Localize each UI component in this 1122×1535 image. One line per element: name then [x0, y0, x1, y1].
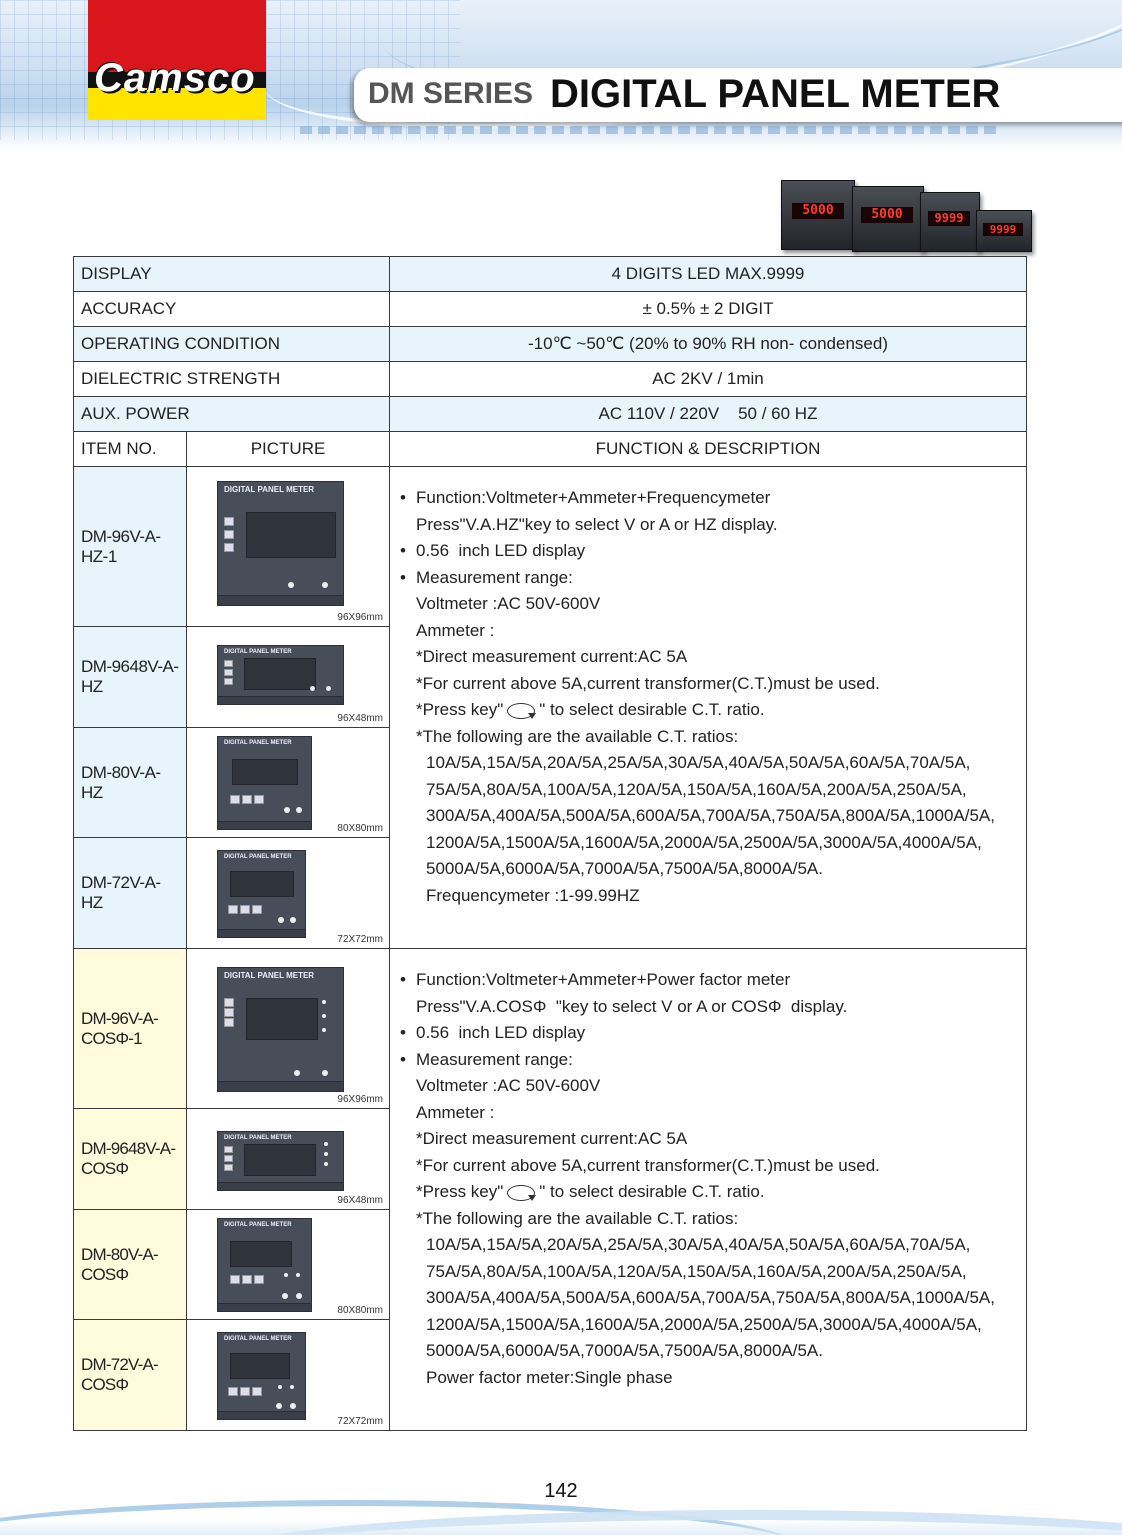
meter-picture — [217, 1131, 344, 1191]
item-number: DM-80V-A-HZ — [74, 728, 187, 838]
picture-cell — [187, 728, 390, 838]
meter-picture — [217, 736, 312, 830]
desc-press: Press"V.A.HZ"key to select V or A or HZ display. — [416, 514, 778, 534]
panel-title: DIGITAL PANEL METER — [224, 1222, 292, 1228]
picture-cell — [187, 1210, 390, 1320]
desc-direct: *Direct measurement current:AC 5A — [416, 1129, 688, 1148]
rotate-key-icon — [507, 703, 535, 719]
desc-led: • 0.56 inch LED display — [400, 538, 1018, 565]
picture-cell — [187, 949, 390, 1109]
dimension-label: 72X72mm — [337, 934, 383, 945]
panel-title: DIGITAL PANEL METER — [224, 485, 315, 494]
dimension-label: 96X48mm — [337, 1195, 383, 1206]
desc-function: • Function:Voltmeter+Ammeter+Frequencymeter — [400, 485, 1018, 512]
dimension-label: 80X80mm — [337, 823, 383, 834]
spec-row-dielectric — [74, 362, 1027, 397]
desc-voltmeter: Voltmeter :AC 50V-600V — [416, 1076, 601, 1095]
spec-table — [73, 256, 1027, 1431]
desc-ratio-line: 10A/5A,15A/5A,20A/5A,25A/5A,30A/5A,40A/5A,50A/5A,60A/5A,70A/5A, — [426, 1235, 971, 1254]
desc-direct: *Direct measurement current:AC 5A — [416, 647, 688, 666]
desc-last: Power factor meter:Single phase — [426, 1367, 673, 1387]
desc-ratio-line: 300A/5A,400A/5A,500A/5A,600A/5A,700A/5A,750A/5A,800A/5A,1000A/5A, — [426, 1288, 995, 1307]
product-row — [74, 949, 1027, 1109]
desc-ratio-line: 1200A/5A,1500A/5A,1600A/5A,2000A/5A,2500A/5A,3000A/5A,4000A/5A, — [426, 1314, 982, 1334]
panel-title: DIGITAL PANEL METER — [224, 740, 292, 746]
desc-led: • 0.56 inch LED display — [400, 1020, 1018, 1047]
picture-cell — [187, 627, 390, 728]
spec-value: -10℃ ~50℃ (20% to 90% RH non- condensed) — [390, 327, 1027, 362]
item-number: DM-72V-A-COSΦ — [74, 1320, 187, 1431]
panel-title: DIGITAL PANEL METER — [224, 854, 292, 860]
description-cell — [390, 467, 1027, 949]
desc-ratio-line: 10A/5A,15A/5A,20A/5A,25A/5A,30A/5A,40A/5A,50A/5A,60A/5A,70A/5A, — [426, 753, 971, 772]
item-number: DM-9648V-A-COSΦ — [74, 1109, 187, 1210]
desc-ratio-line: 5000A/5A,6000A/5A,7000A/5A,7500A/5A,8000A/5A. — [426, 859, 823, 878]
led-readout: 9999 — [928, 211, 970, 226]
camsco-logo — [88, 0, 266, 120]
meter-picture — [217, 967, 344, 1092]
column-header-item: ITEM NO. — [74, 432, 187, 467]
dimension-label: 80X80mm — [337, 1305, 383, 1316]
desc-following: *The following are the available C.T. ratios: — [416, 726, 739, 746]
column-header-picture: PICTURE — [187, 432, 390, 467]
desc-function: • Function:Voltmeter+Ammeter+Power factor meter — [400, 967, 1018, 994]
desc-presskey: *Press key" " to select desirable C.T. ratio. — [416, 1182, 765, 1201]
spec-label: DISPLAY — [74, 257, 390, 292]
panel-title: DIGITAL PANEL METER — [224, 1135, 292, 1141]
led-readout: 5000 — [861, 207, 913, 223]
product-row — [74, 467, 1027, 627]
spec-row-display — [74, 257, 1027, 292]
header-dash-strip — [300, 126, 1000, 134]
dimension-label: 96X48mm — [337, 713, 383, 724]
meter-picture — [217, 481, 344, 606]
spec-label: AUX. POWER — [74, 397, 390, 432]
desc-ct: *For current above 5A,current transformer(C.T.)must be used. — [416, 673, 880, 693]
page-number: 142 — [544, 1480, 578, 1502]
item-number: DM-96V-A-COSΦ-1 — [74, 949, 187, 1109]
desc-following: *The following are the available C.T. ratios: — [416, 1208, 739, 1228]
meter-photo — [920, 192, 980, 252]
spec-value: ± 0.5% ± 2 DIGIT — [390, 292, 1027, 327]
desc-ct: *For current above 5A,current transformer(C.T.)must be used. — [416, 1155, 880, 1175]
spec-label: OPERATING CONDITION — [74, 327, 390, 362]
desc-last: Frequencymeter :1-99.99HZ — [426, 885, 640, 905]
item-number: DM-80V-A-COSΦ — [74, 1210, 187, 1320]
desc-range: • Measurement range: — [400, 1047, 1018, 1074]
led-readout: 5000 — [792, 203, 844, 219]
page-title: DIGITAL PANEL METER — [550, 72, 1001, 116]
panel-title: DIGITAL PANEL METER — [224, 649, 292, 655]
desc-range: • Measurement range: — [400, 565, 1018, 592]
column-header-row — [74, 432, 1027, 467]
desc-ratio-line: 75A/5A,80A/5A,100A/5A,120A/5A,150A/5A,160A/5A,200A/5A,250A/5A, — [426, 1261, 967, 1281]
dimension-label: 72X72mm — [337, 1416, 383, 1427]
meter-picture — [217, 1218, 312, 1312]
dimension-label: 96X96mm — [337, 1094, 383, 1105]
desc-presskey: *Press key" " to select desirable C.T. ratio. — [416, 700, 765, 719]
desc-ratio-line: 300A/5A,400A/5A,500A/5A,600A/5A,700A/5A,750A/5A,800A/5A,1000A/5A, — [426, 806, 995, 825]
panel-title: DIGITAL PANEL METER — [224, 1336, 292, 1342]
meter-photo — [976, 210, 1032, 252]
meter-photo — [852, 186, 924, 252]
led-readout: 9999 — [983, 223, 1023, 236]
item-number: DM-96V-A-HZ-1 — [74, 467, 187, 627]
desc-ratio-line: 1200A/5A,1500A/5A,1600A/5A,2000A/5A,2500A/5A,3000A/5A,4000A/5A, — [426, 832, 982, 852]
column-header-description: FUNCTION & DESCRIPTION — [390, 432, 1027, 467]
desc-press: Press"V.A.COSΦ "key to select V or A or COSΦ display. — [416, 996, 848, 1016]
spec-label: DIELECTRIC STRENGTH — [74, 362, 390, 397]
desc-ratio-line: 5000A/5A,6000A/5A,7000A/5A,7500A/5A,8000A/5A. — [426, 1341, 823, 1360]
dimension-label: 96X96mm — [337, 612, 383, 623]
desc-voltmeter: Voltmeter :AC 50V-600V — [416, 594, 601, 613]
spec-label: ACCURACY — [74, 292, 390, 327]
meter-picture — [217, 850, 306, 938]
spec-value: 4 DIGITS LED MAX.9999 — [390, 257, 1027, 292]
picture-cell — [187, 1109, 390, 1210]
desc-ammeter: Ammeter : — [416, 620, 495, 640]
meter-picture — [217, 1332, 306, 1420]
desc-ammeter: Ammeter : — [416, 1102, 495, 1122]
spec-value: AC 2KV / 1min — [390, 362, 1027, 397]
description-cell — [390, 949, 1027, 1431]
spec-row-aux-power — [74, 397, 1027, 432]
series-label: DM SERIES — [368, 77, 534, 110]
desc-ratio-line: 75A/5A,80A/5A,100A/5A,120A/5A,150A/5A,160A/5A,200A/5A,250A/5A, — [426, 779, 967, 799]
picture-cell — [187, 467, 390, 627]
panel-title: DIGITAL PANEL METER — [224, 971, 315, 980]
picture-cell — [187, 838, 390, 949]
item-number: DM-9648V-A-HZ — [74, 627, 187, 728]
meter-photo — [781, 180, 855, 250]
spec-value: AC 110V / 220V 50 / 60 HZ — [390, 397, 1027, 432]
spec-row-operating-condition — [74, 327, 1027, 362]
picture-cell — [187, 1320, 390, 1431]
rotate-key-icon — [507, 1185, 535, 1201]
meter-picture — [217, 645, 344, 705]
item-number: DM-72V-A-HZ — [74, 838, 187, 949]
spec-row-accuracy — [74, 292, 1027, 327]
logo-wordmark: Camsco — [94, 56, 256, 100]
